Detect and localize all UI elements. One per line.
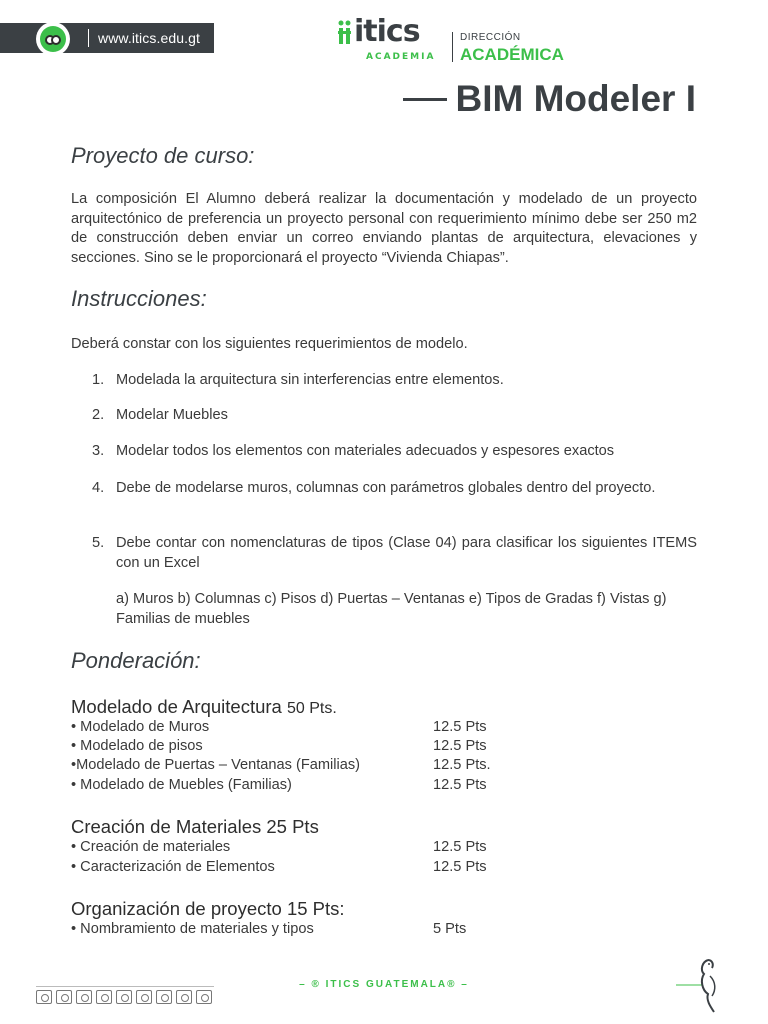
course-title: BIM Modeler I xyxy=(455,78,696,119)
grade-group-title xyxy=(71,816,319,838)
website-url[interactable]: www.itics.edu.gt xyxy=(98,30,200,46)
grade-label: • Modelado de Muebles (Familias) xyxy=(71,777,292,793)
grade-value: 12.5 Pts. xyxy=(433,757,491,773)
pattern-icon xyxy=(176,990,192,1004)
grade-value: 12.5 Pts xyxy=(433,777,487,793)
direction-label: DIRECCIÓN xyxy=(460,32,521,43)
footer-pattern xyxy=(36,990,212,1004)
footer-brand: – ® ITICS GUATEMALA® – xyxy=(299,979,469,990)
instructions-intro: Deberá constar con los siguientes requerimientos de modelo. xyxy=(71,336,468,352)
quetzal-bird-icon xyxy=(676,956,726,1014)
pattern-icon xyxy=(56,990,72,1004)
grade-group-name: Organización de proyecto 15 Pts: xyxy=(71,898,345,919)
brand-name: itics xyxy=(354,14,420,49)
website-banner xyxy=(0,23,214,53)
grading-heading: Ponderación: xyxy=(71,648,201,673)
list-number: 5. xyxy=(92,535,105,551)
list-item xyxy=(92,533,697,573)
grade-label: • Caracterización de Elementos xyxy=(71,859,275,875)
grade-label: • Nombramiento de materiales y tipos xyxy=(71,921,314,937)
pattern-icon xyxy=(116,990,132,1004)
grade-value: 5 Pts xyxy=(433,921,467,937)
list-number: 3. xyxy=(92,443,105,459)
grade-label: • Modelado de Muros xyxy=(71,719,210,735)
banner-divider xyxy=(88,29,89,47)
list-item xyxy=(92,441,697,461)
title-dash xyxy=(403,98,447,101)
direction-department: ACADÉMICA xyxy=(460,45,564,64)
itics-mascot-logo xyxy=(36,22,70,56)
list-text: Modelar todos los elementos con materiales adecuados y espesores exactos xyxy=(116,443,615,459)
grade-label: • Creación de materiales xyxy=(71,839,231,855)
grade-group-title xyxy=(71,696,337,718)
pattern-icon xyxy=(36,990,52,1004)
list-number: 2. xyxy=(92,407,105,423)
list-item xyxy=(92,370,697,390)
project-description: La composición El Alumno deberá realizar la documentación y modelado de un proyecto arquitectónico de preferencia un proyecto personal con requerimiento mínimo debe ser 250 m2 de construcción deben enviar un correo enviando plantas de arquitectura, elevaciones y secciones. Sino se le proporcionará el proyecto “Vivienda Chiapas”. xyxy=(71,191,697,266)
brand-mark-icon xyxy=(338,20,352,46)
grade-value: 12.5 Pts xyxy=(433,859,487,875)
direction-divider xyxy=(452,32,453,62)
grade-label: •Modelado de Puertas – Ventanas (Familias) xyxy=(71,757,361,773)
list-number: 1. xyxy=(92,372,105,388)
list-text: Debe contar con nomenclaturas de tipos (Clase 04) para clasificar los siguientes ITEMS con un Excel xyxy=(116,535,697,571)
grade-group-title xyxy=(71,898,345,920)
pattern-icon xyxy=(96,990,112,1004)
grade-value: 12.5 Pts xyxy=(433,839,487,855)
pattern-icon xyxy=(136,990,152,1004)
list-text: Debe de modelarse muros, columnas con parámetros globales dentro del proyecto. xyxy=(116,480,656,496)
items-sub-list: a) Muros b) Columnas c) Pisos d) Puertas – Ventanas e) Tipos de Gradas f) Vistas g) Familias de muebles xyxy=(116,591,667,627)
page-title xyxy=(403,78,696,120)
itics-brand-logo xyxy=(338,14,434,66)
pattern-icon xyxy=(76,990,92,1004)
grade-label: • Modelado de pisos xyxy=(71,738,203,754)
grade-value: 12.5 Pts xyxy=(433,738,487,754)
brand-subtitle: ACADEMIA xyxy=(366,52,436,62)
list-item xyxy=(92,405,697,425)
pattern-icon xyxy=(196,990,212,1004)
list-text: Modelar Muebles xyxy=(116,407,228,423)
project-heading: Proyecto de curso: xyxy=(71,143,255,168)
grade-group-name: Creación de Materiales 25 Pts xyxy=(71,816,319,837)
instructions-heading: Instrucciones: xyxy=(71,286,207,311)
list-item xyxy=(92,478,697,498)
grade-group-name: Modelado de Arquitectura xyxy=(71,696,282,717)
pattern-icon xyxy=(156,990,172,1004)
list-number: 4. xyxy=(92,480,105,496)
grade-group-points: 50 Pts. xyxy=(286,700,337,717)
list-text: Modelada la arquitectura sin interferencias entre elementos. xyxy=(116,372,504,388)
grade-value: 12.5 Pts xyxy=(433,719,487,735)
